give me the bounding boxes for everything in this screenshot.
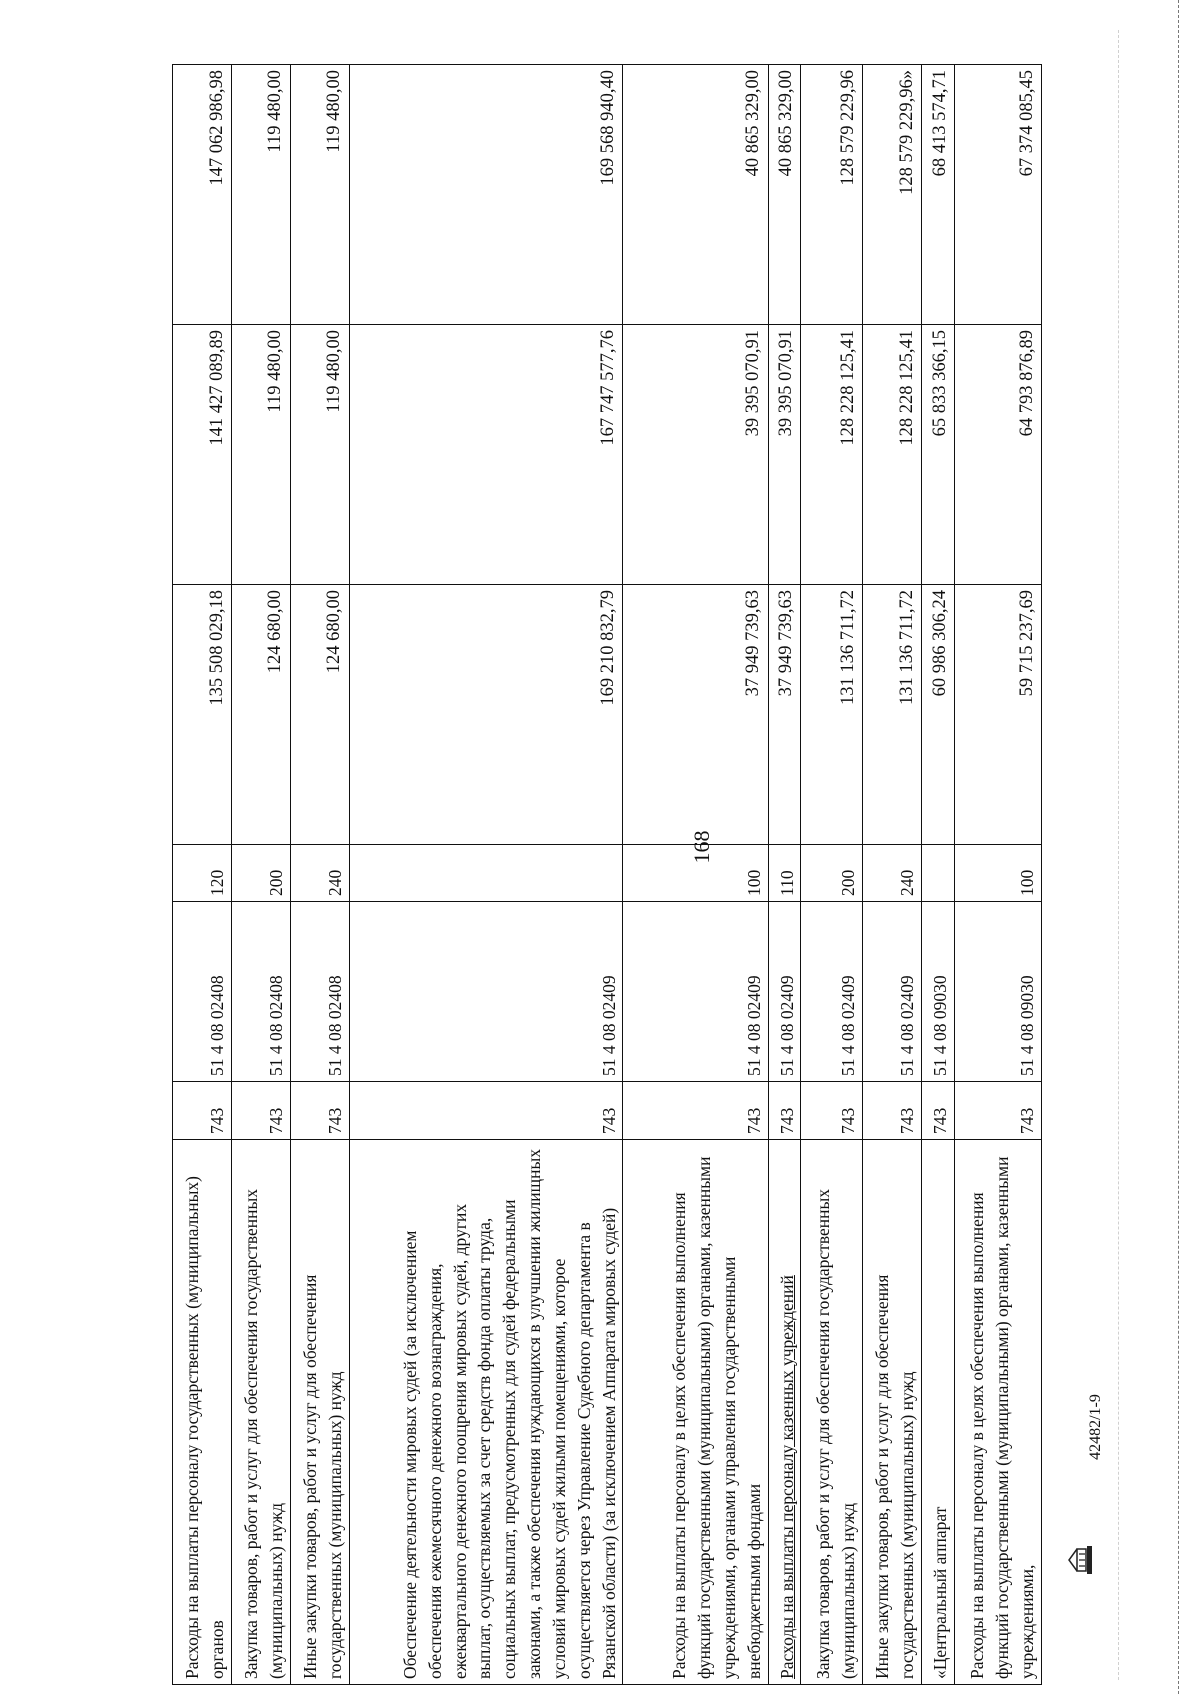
amount-year-3: 68 413 574,71 [922, 65, 955, 325]
table-row [801, 65, 862, 1685]
table-row [290, 65, 349, 1685]
row-name: Расходы на выплаты персоналу в целях обеспечения выполнения функций государственными (муниципальными) органами, казенными учреждениями, органами управления государственными внебюджетными фондами [623, 1140, 768, 1685]
row-name: Обеспечение деятельности мировых судей (за исключением обеспечения ежемесячного денежного вознаграждения, ежеквартального денежного поощрения мировых судей, других выплат, осуществляемых за счет средств фонда оплаты труда, социальных выплат, предусмотренных для судей федеральными законами, а также обеспечения нуждающихся в улучшении жилищных условий мировых судей жилыми помещениями, которое осуществляется через Управление Судебного департамента в Рязанской области) (за исключением Аппарата мировых судей) [349, 1140, 623, 1685]
expense-type: 200 [231, 845, 290, 902]
table-row [768, 65, 801, 1685]
amount-year-2: 65 833 366,15 [922, 325, 955, 585]
emblem-icon [1065, 1543, 1095, 1577]
budget-table-rotated [172, 65, 1042, 1685]
expense-type: 200 [801, 845, 862, 902]
row-name: Расходы на выплаты персоналу казенных учреждений [768, 1140, 801, 1685]
amount-year-1: 37 949 739,63 [623, 585, 768, 845]
ministry-code: 743 [173, 1082, 232, 1140]
ministry-code: 743 [231, 1082, 290, 1140]
amount-year-3: 128 579 229,96 [801, 65, 862, 325]
table-row [954, 65, 1041, 1685]
row-name: Иные закупки товаров, работ и услуг для обеспечения государственных (муниципальных) нужд [862, 1140, 921, 1685]
ministry-code: 743 [623, 1082, 768, 1140]
row-name: Расходы на выплаты персоналу государственных (муниципальных) органов [173, 1140, 232, 1685]
amount-year-1: 37 949 739,63 [768, 585, 801, 845]
expense-type: 110 [768, 845, 801, 902]
ministry-code: 743 [768, 1082, 801, 1140]
article-code: 51 4 08 02409 [349, 902, 623, 1082]
article-code: 51 4 08 09030 [954, 902, 1041, 1082]
scan-artifact-line [1118, 30, 1120, 1680]
amount-year-1: 59 715 237,69 [954, 585, 1041, 845]
amount-year-3: 40 865 329,00 [768, 65, 801, 325]
table-row [231, 65, 290, 1685]
amount-year-1: 124 680,00 [231, 585, 290, 845]
ministry-code: 743 [290, 1082, 349, 1140]
amount-year-2: 39 395 070,91 [623, 325, 768, 585]
article-code: 51 4 08 02408 [290, 902, 349, 1082]
ministry-code: 743 [801, 1082, 862, 1140]
amount-year-2: 119 480,00 [231, 325, 290, 585]
table-row [349, 65, 623, 1685]
amount-year-2: 128 228 125,41 [862, 325, 921, 585]
amount-year-2: 119 480,00 [290, 325, 349, 585]
page-edge-rule [1178, 0, 1180, 1694]
expense-type: 240 [862, 845, 921, 902]
amount-year-1: 131 136 711,72 [801, 585, 862, 845]
article-code: 51 4 08 09030 [922, 902, 955, 1082]
amount-year-3: 169 568 940,40 [349, 65, 623, 325]
expense-type [349, 845, 623, 902]
amount-year-3: 40 865 329,00 [623, 65, 768, 325]
table-row [862, 65, 921, 1685]
amount-year-3: 119 480,00 [290, 65, 349, 325]
amount-year-1: 169 210 832,79 [349, 585, 623, 845]
amount-year-2: 39 395 070,91 [768, 325, 801, 585]
ministry-code: 743 [862, 1082, 921, 1140]
ministry-code: 743 [349, 1082, 623, 1140]
ministry-code: 743 [954, 1082, 1041, 1140]
amount-year-2: 141 427 089,89 [173, 325, 232, 585]
amount-year-2: 167 747 577,76 [349, 325, 623, 585]
amount-year-1: 131 136 711,72 [862, 585, 921, 845]
amount-year-1: 60 986 306,24 [922, 585, 955, 845]
article-code: 51 4 08 02409 [768, 902, 801, 1082]
article-code: 51 4 08 02409 [801, 902, 862, 1082]
expense-type [922, 845, 955, 902]
page-number: 168 [689, 830, 714, 864]
table-row [922, 65, 955, 1685]
amount-year-3: 119 480,00 [231, 65, 290, 325]
ministry-code: 743 [922, 1082, 955, 1140]
expense-type: 240 [290, 845, 349, 902]
amount-year-3: 67 374 085,45 [954, 65, 1041, 325]
table-row [173, 65, 232, 1685]
row-name: Расходы на выплаты персоналу в целях обеспечения выполнения функций государственными (муниципальными) органами, казенными учреждениями, [954, 1140, 1041, 1685]
amount-year-1: 135 508 029,18 [173, 585, 232, 845]
budget-table [172, 64, 1042, 1685]
table-row [623, 65, 768, 1685]
amount-year-2: 64 793 876,89 [954, 325, 1041, 585]
expense-type: 100 [623, 845, 768, 902]
row-name: Иные закупки товаров, работ и услуг для обеспечения государственных (муниципальных) нужд [290, 1140, 349, 1685]
article-code: 51 4 08 02408 [173, 902, 232, 1082]
document-code: 42482/1-9 [1087, 1394, 1104, 1460]
row-name: Закупка товаров, работ и услуг для обеспечения государственных (муниципальных) нужд [231, 1140, 290, 1685]
expense-type: 100 [954, 845, 1041, 902]
article-code: 51 4 08 02409 [862, 902, 921, 1082]
row-name: «Центральный аппарат [922, 1140, 955, 1685]
article-code: 51 4 08 02409 [623, 902, 768, 1082]
article-code: 51 4 08 02408 [231, 902, 290, 1082]
amount-year-3: 147 062 986,98 [173, 65, 232, 325]
amount-year-1: 124 680,00 [290, 585, 349, 845]
amount-year-3: 128 579 229,96» [862, 65, 921, 325]
expense-type: 120 [173, 845, 232, 902]
row-name: Закупка товаров, работ и услуг для обеспечения государственных (муниципальных) нужд [801, 1140, 862, 1685]
amount-year-2: 128 228 125,41 [801, 325, 862, 585]
